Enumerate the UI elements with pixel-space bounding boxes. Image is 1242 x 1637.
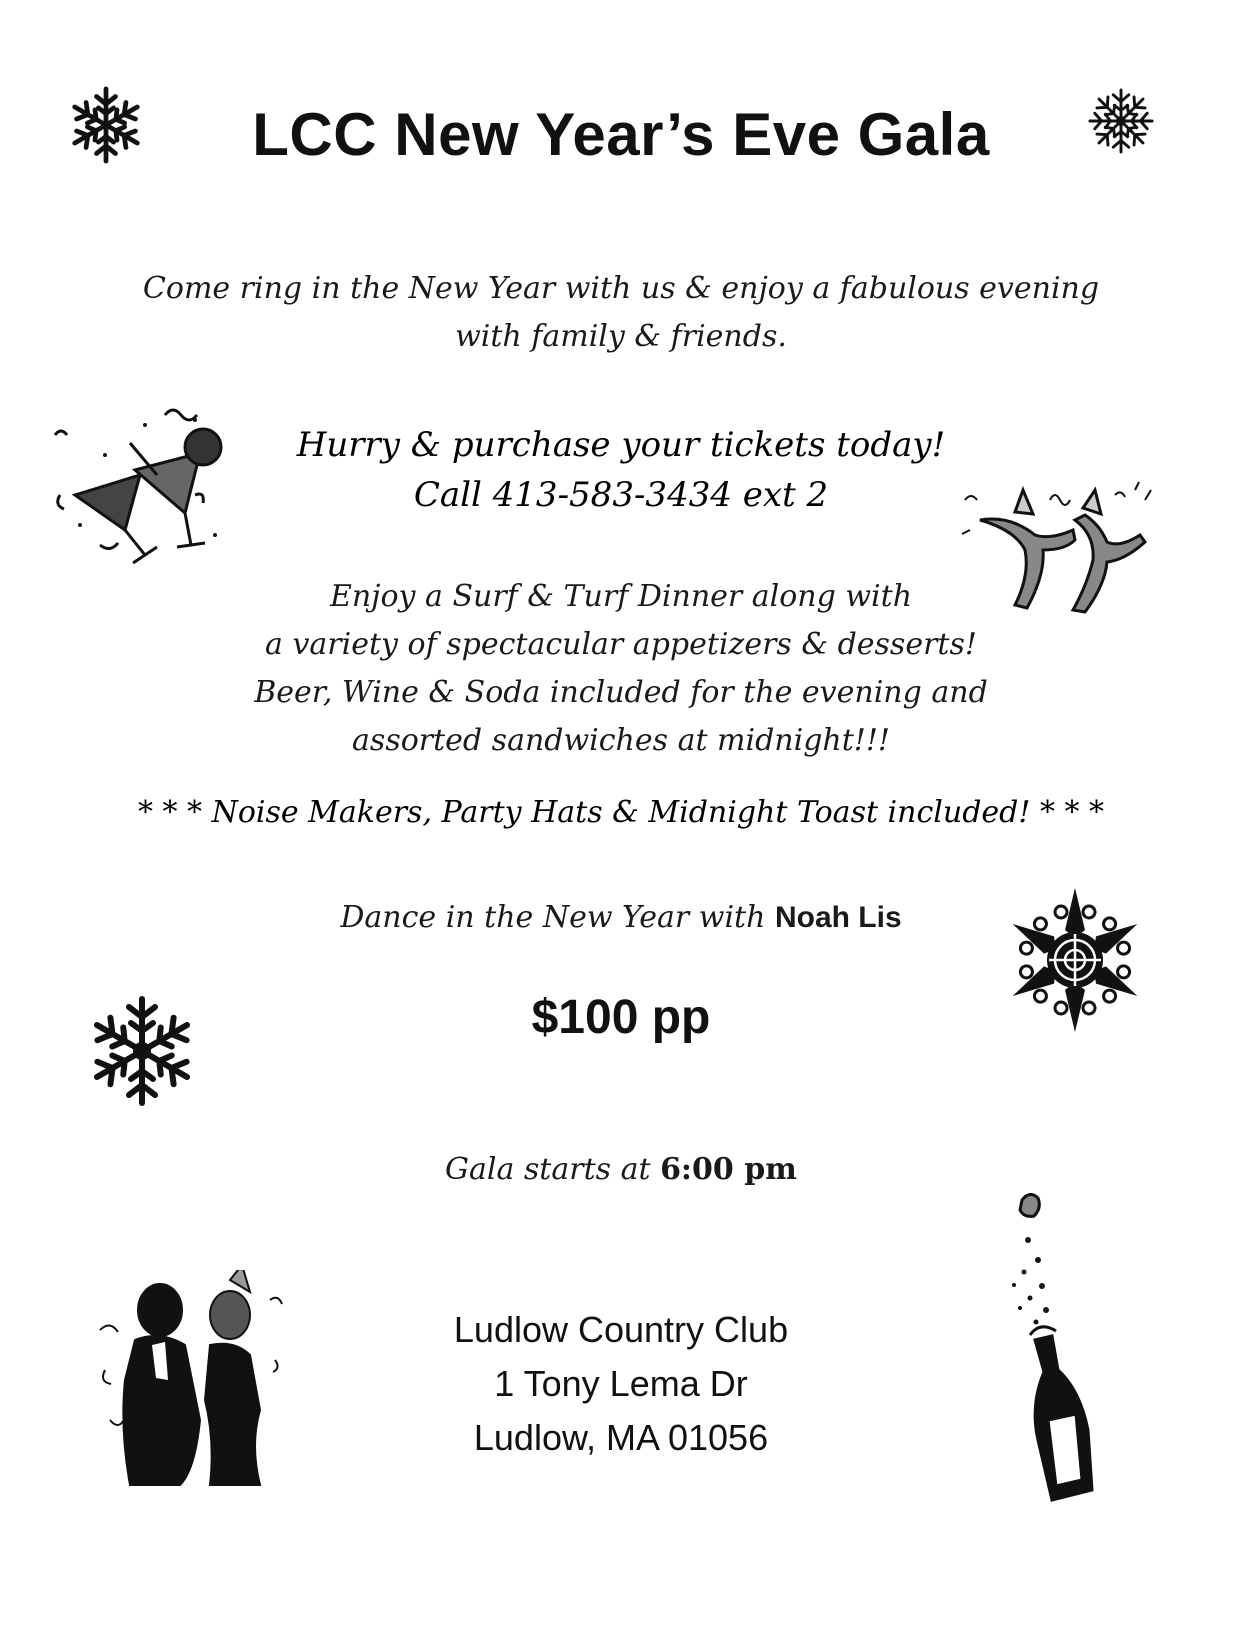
- menu-line: Enjoy a Surf & Turf Dinner along with: [329, 579, 913, 614]
- venue-city: Ludlow, MA 01056: [473, 1417, 769, 1458]
- champagne-bottle-icon: [980, 1190, 1120, 1510]
- start-time-text: [0, 1150, 1242, 1190]
- page-title: LCC New Year’s Eve Gala: [252, 101, 990, 168]
- venue-street: 1 Tony Lema Dr: [494, 1363, 748, 1404]
- performer-name: Noah Lis: [774, 901, 902, 934]
- intro-line: with family & friends.: [455, 319, 787, 354]
- snowflake-icon: [68, 85, 144, 165]
- intro-text: [0, 265, 1242, 361]
- start-prefix: Gala starts at: [445, 1152, 661, 1187]
- venue-name: Ludlow Country Club: [453, 1309, 789, 1350]
- tickets-headline: Hurry & purchase your tickets today!: [296, 425, 946, 465]
- menu-section: [0, 573, 1242, 765]
- ticket-price: $100 pp: [531, 991, 711, 1044]
- dance-prefix: Dance in the New Year with: [340, 900, 775, 935]
- start-time: 6:00 pm: [660, 1152, 797, 1187]
- snowflake-icon: [92, 995, 192, 1107]
- tickets-phone: Call 413-583-3434 ext 2: [413, 475, 829, 515]
- menu-line: a variety of spectacular appetizers & desserts!: [265, 627, 977, 662]
- menu-line: assorted sandwiches at midnight!!!: [352, 723, 890, 758]
- intro-line: Come ring in the New Year with us & enjoy a fabulous evening: [142, 271, 1100, 306]
- extras-text: * * * Noise Makers, Party Hats & Midnight Toast included! * * *: [137, 795, 1105, 830]
- menu-line: Beer, Wine & Soda included for the evening and: [254, 675, 988, 710]
- snowflake-icon: [1088, 88, 1154, 154]
